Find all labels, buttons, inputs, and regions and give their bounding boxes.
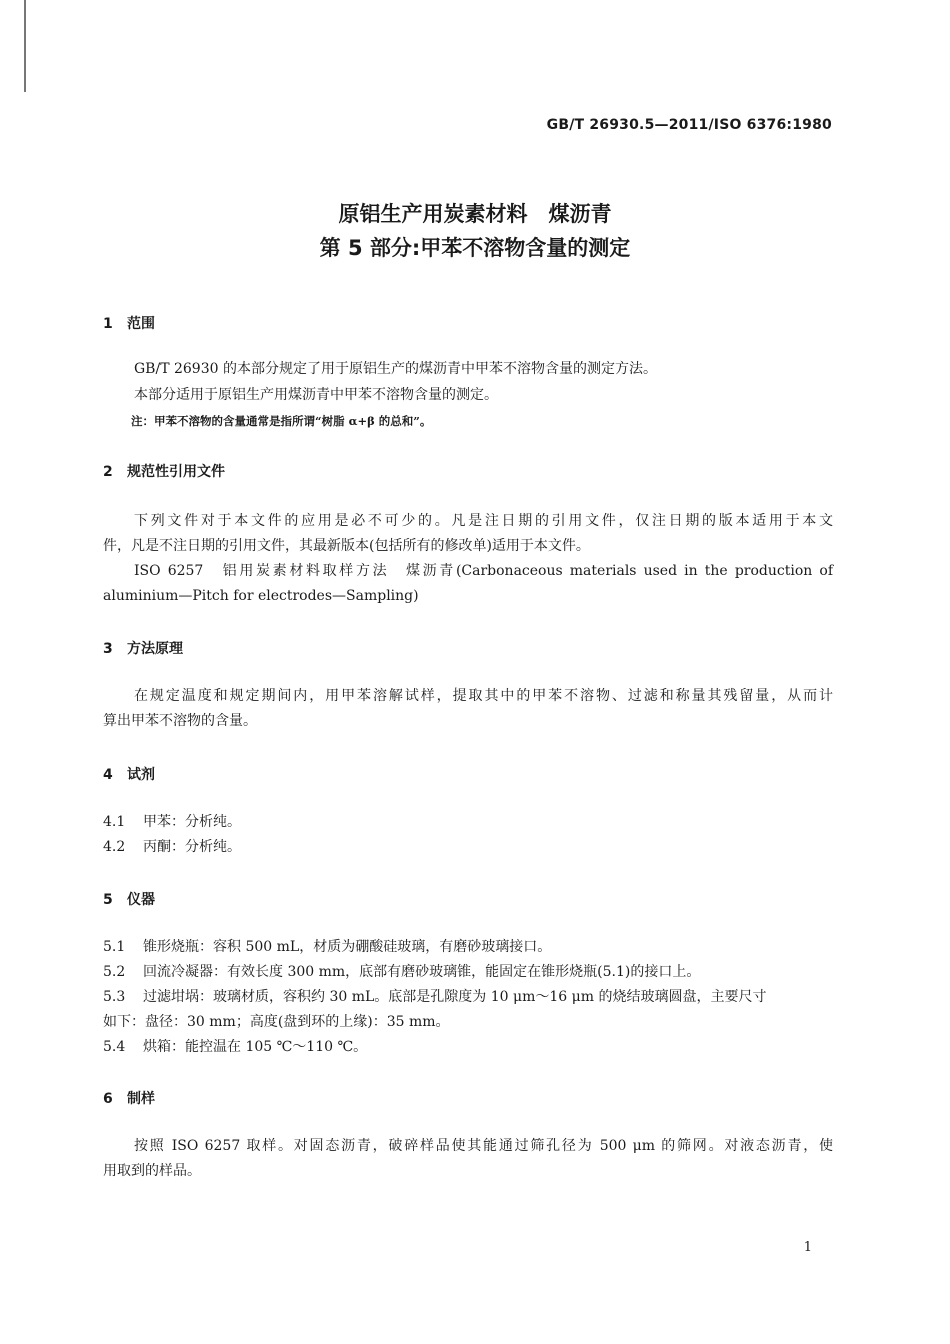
- scan-artifact-line: [24, 0, 26, 92]
- section-number: 3: [103, 641, 113, 657]
- section-title: 规范性引用文件: [127, 464, 225, 480]
- title-line-2: 第 5 部分:甲苯不溶物含量的测定: [319, 236, 631, 260]
- section-2-paragraph-line-1: [103, 509, 833, 534]
- reagent-item: [103, 810, 241, 835]
- document-title: [0, 197, 950, 265]
- apparatus-item: [103, 1035, 367, 1060]
- item-text: 烘箱：能控温在 105 ℃～110 ℃。: [143, 1039, 368, 1055]
- item-text: 回流冷凝器：有效长度 300 mm，底部有磨砂玻璃锥，能固定在锥形烧瓶(5.1)的接口上。: [143, 964, 701, 980]
- section-2-reference-line-2: aluminium—Pitch for electrodes—Sampling): [103, 588, 419, 604]
- section-2-paragraph-line-2: 件，凡是不注日期的引用文件，其最新版本(包括所有的修改单)适用于本文件。: [103, 538, 590, 554]
- item-number: 5.1: [103, 939, 126, 955]
- item-number: 4.1: [103, 814, 126, 830]
- item-number: 5.2: [103, 964, 126, 980]
- section-5-heading: [103, 889, 155, 909]
- section-2-reference-line-1: [103, 559, 833, 584]
- reagent-item: [103, 835, 241, 860]
- item-text: 丙酮：分析纯。: [143, 839, 241, 855]
- section-number: 1: [103, 316, 113, 332]
- apparatus-item: [103, 960, 700, 985]
- item-text: 锥形烧瓶：容积 500 mL，材质为硼酸硅玻璃，有磨砂玻璃接口。: [143, 939, 552, 955]
- section-6-paragraph-line-1: [103, 1134, 833, 1159]
- section-6-heading: [103, 1088, 155, 1108]
- section-1-heading: [103, 313, 155, 333]
- section-number: 2: [103, 464, 113, 480]
- paragraph-text: 按照 ISO 6257 取样。对固态沥青，破碎样品使其能通过筛孔径为 500 μm 的筛网。对液态沥青，使: [134, 1138, 833, 1154]
- section-title: 试剂: [127, 767, 155, 783]
- section-1-paragraph-1: GB/T 26930 的本部分规定了用于原铝生产的煤沥青中甲苯不溶物含量的测定方法。: [134, 361, 657, 377]
- title-line-1: 原铝生产用炭素材料 煤沥青: [338, 202, 612, 226]
- section-title: 范围: [127, 316, 155, 332]
- section-1-note: 注：甲苯不溶物的含量通常是指所谓“树脂 α+β 的总和”。: [131, 414, 432, 428]
- reference-text: ISO 6257 铝用炭素材料取样方法 煤沥青(Carbonaceous materials used in the production of: [134, 563, 833, 579]
- section-3-paragraph-line-2: 算出甲苯不溶物的含量。: [103, 713, 257, 729]
- section-title: 方法原理: [127, 641, 183, 657]
- item-text: 过滤坩埚：玻璃材质，容积约 30 mL。底部是孔隙度为 10 μm～16 μm 的烧结玻璃圆盘，主要尺寸: [143, 989, 767, 1005]
- section-number: 5: [103, 892, 113, 908]
- section-3-paragraph-line-1: [103, 684, 833, 709]
- page-number: 1: [803, 1240, 812, 1255]
- item-number: 5.3: [103, 989, 126, 1005]
- item-text: 甲苯：分析纯。: [143, 814, 241, 830]
- standard-number: GB/T 26930.5—2011/ISO 6376:1980: [546, 117, 832, 133]
- section-title: 制样: [127, 1091, 155, 1107]
- section-number: 4: [103, 767, 113, 783]
- section-4-heading: [103, 764, 155, 784]
- apparatus-item: [103, 935, 551, 960]
- apparatus-item-continuation: 如下：盘径：30 mm；高度(盘到环的上缘)：35 mm。: [103, 1014, 450, 1030]
- paragraph-text: 下列文件对于本文件的应用是必不可少的。凡是注日期的引用文件，仅注日期的版本适用于本文: [134, 513, 833, 529]
- item-number: 5.4: [103, 1039, 126, 1055]
- section-3-heading: [103, 638, 183, 658]
- section-number: 6: [103, 1091, 113, 1107]
- apparatus-item: [103, 985, 766, 1010]
- section-2-heading: [103, 461, 225, 481]
- item-number: 4.2: [103, 839, 126, 855]
- section-6-paragraph-line-2: 用取到的样品。: [103, 1163, 201, 1179]
- section-1-paragraph-2: 本部分适用于原铝生产用煤沥青中甲苯不溶物含量的测定。: [134, 387, 498, 403]
- paragraph-text: 在规定温度和规定期间内，用甲苯溶解试样，提取其中的甲苯不溶物、过滤和称量其残留量，从而计: [134, 688, 833, 704]
- section-title: 仪器: [127, 892, 155, 908]
